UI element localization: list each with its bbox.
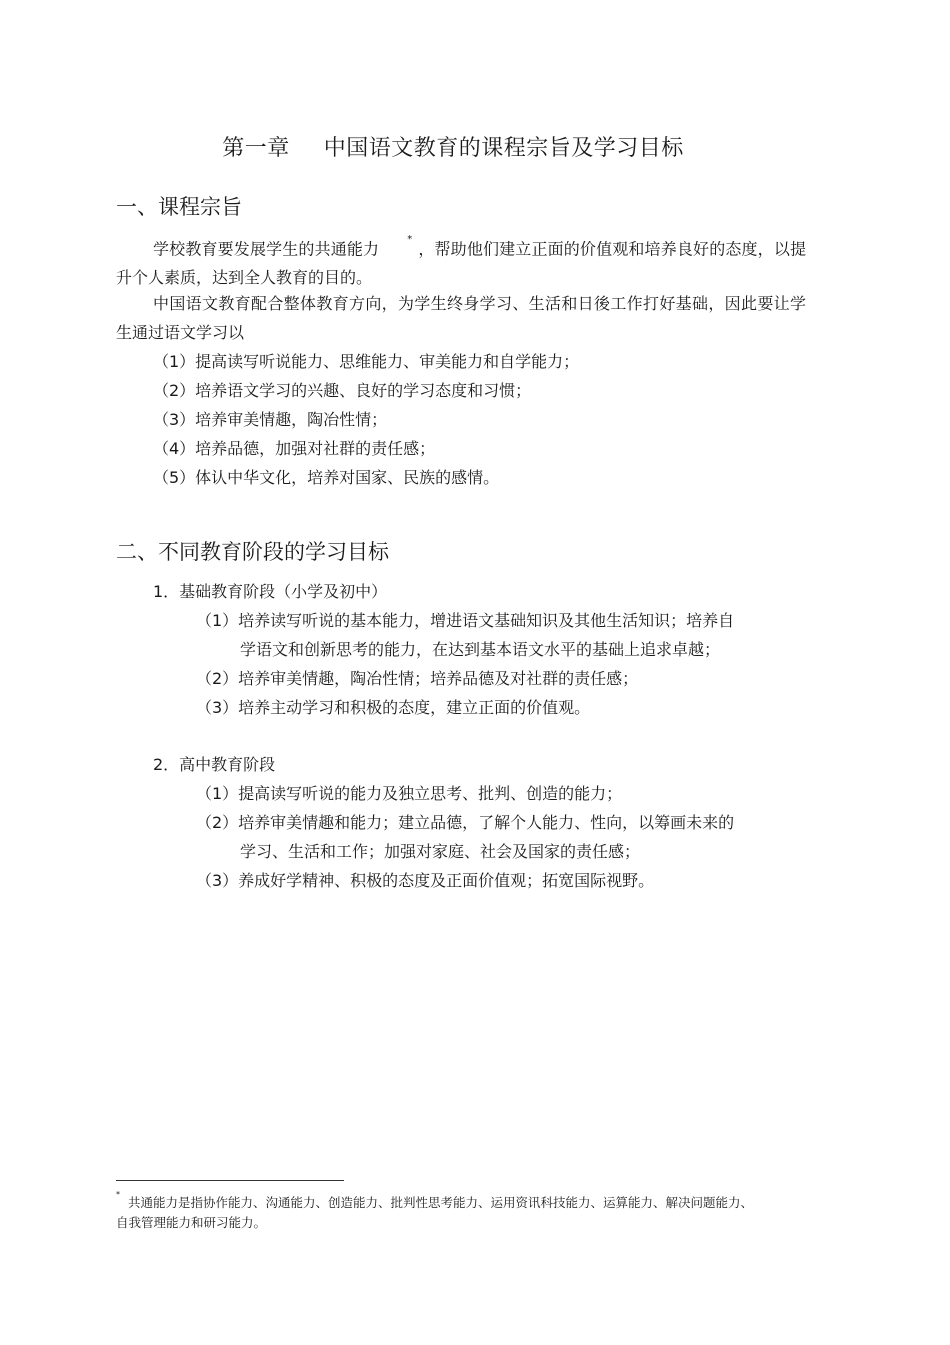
list-item: （1）培养读写听说的基本能力，增进语文基础知识及其他生活知识；培养自 <box>196 611 735 630</box>
list-item-continuation: 学习、生活和工作；加强对家庭、社会及国家的责任感； <box>240 842 641 861</box>
paragraph-1-text-a: 学校教育要发展学生的共通能力 <box>153 239 380 259</box>
list-item: （2）培养审美情趣和能力；建立品德，了解个人能力、性向，以筹画未来的 <box>196 813 735 832</box>
footnote-text: 共通能力是指协作能力、沟通能力、创造能力、批判性思考能力、运用资讯科技能力、运算能力、解决问题能力、自我管理能力和研习能力。 <box>116 1195 754 1231</box>
stage-label-basic: 1．基础教育阶段（小学及初中） <box>153 582 388 601</box>
list-item: （4）培养品德，加强对社群的责任感； <box>153 439 436 458</box>
paragraph-1-text-b: ，帮助他们建立正面的价值观和培养良好的态度，以提升个人素质，达到全人教育的目的。 <box>116 239 806 288</box>
list-item: （3）培养主动学习和积极的态度，建立正面的价值观。 <box>196 698 591 717</box>
paragraph-1 <box>116 231 806 292</box>
section-heading-2: 二、不同教育阶段的学习目标 <box>116 540 389 564</box>
chapter-number: 第一章 <box>222 136 290 161</box>
paragraph-2: 中国语文教育配合整体教育方向，为学生终身学习、生活和日後工作打好基础，因此要让学生通过语文学习以 <box>116 294 806 342</box>
footnote <box>116 1190 756 1233</box>
list-item: （3）培养审美情趣，陶冶性情； <box>153 410 388 429</box>
list-item-continuation: 学语文和创新思考的能力，在达到基本语文水平的基础上追求卓越； <box>240 640 721 659</box>
list-item: （1）提高读写听说能力、思维能力、审美能力和自学能力； <box>153 352 580 371</box>
list-item: （3）养成好学精神、积极的态度及正面价值观；拓宽国际视野。 <box>196 871 655 890</box>
chapter-title <box>0 131 906 162</box>
list-item: （2）培养审美情趣，陶冶性情；培养品德及对社群的责任感； <box>196 669 639 688</box>
footnote-marker: * <box>116 1190 120 1199</box>
list-item: （1）提高读写听说的能力及独立思考、批判、创造的能力； <box>196 784 623 803</box>
footnote-divider <box>116 1180 344 1181</box>
chapter-title-text: 中国语文教育的课程宗旨及学习目标 <box>323 136 684 161</box>
stage-label-senior: 2．高中教育阶段 <box>153 755 276 774</box>
list-item: （5）体认中华文化，培养对国家、民族的感情。 <box>153 468 500 487</box>
section-heading-1: 一、课程宗旨 <box>116 195 242 219</box>
list-item: （2）培养语文学习的兴趣、良好的学习态度和习惯； <box>153 381 532 400</box>
footnote-reference: * <box>407 234 413 245</box>
